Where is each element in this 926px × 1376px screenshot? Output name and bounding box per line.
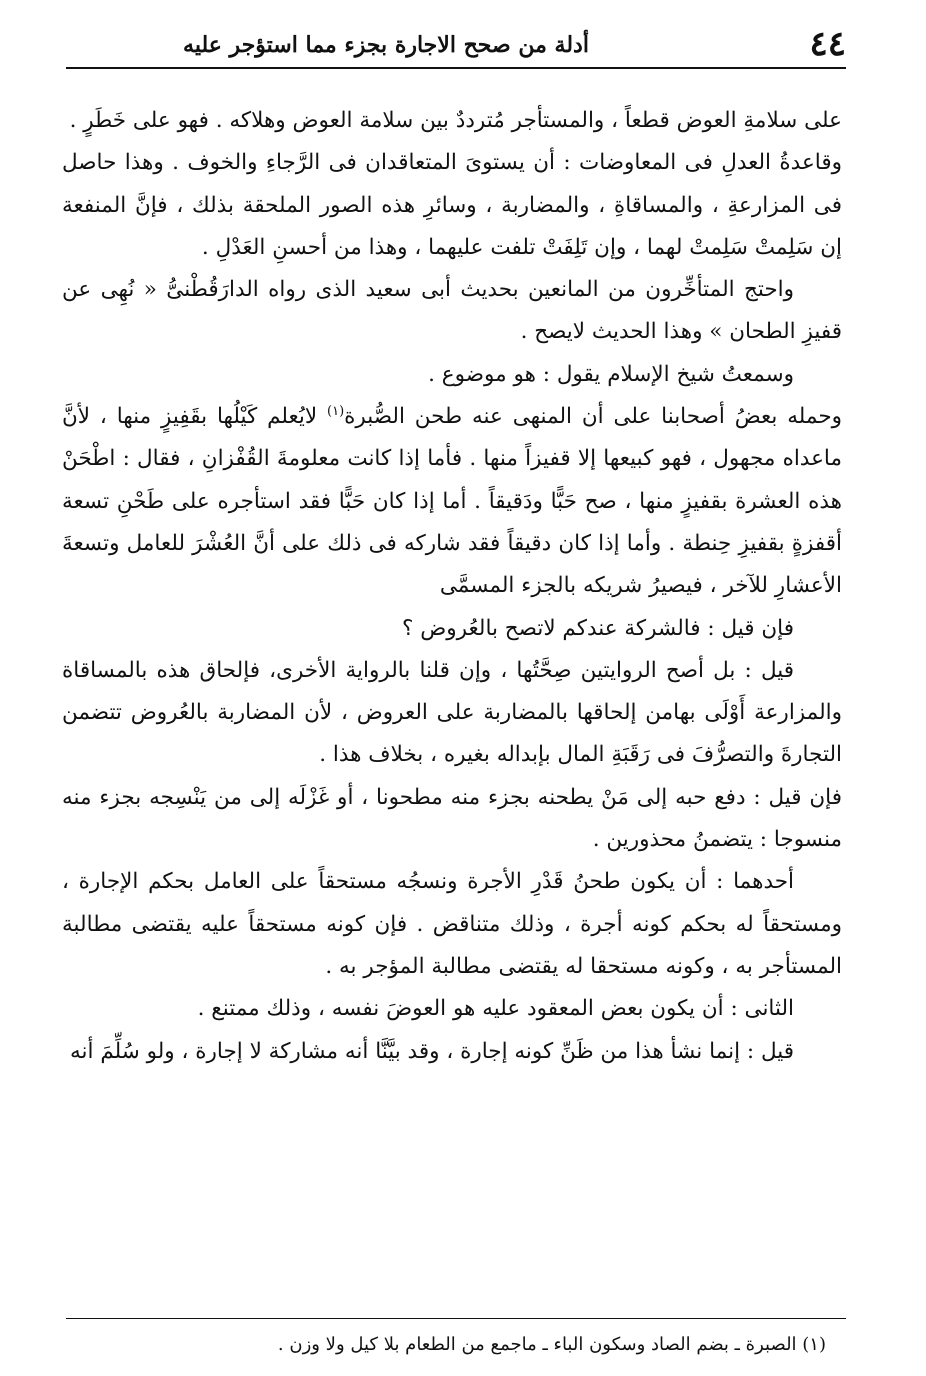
paragraph-5-rest: لايُعلم كَيْلُها بقَفِيزٍ منها ، لأنَّ ماعداه مجهول ، فهو كبيعها إلا قفيزاً منها . فأما إذا كانت معلومةَ القُفْزانِ ، فقال : اطْحَنْ هذه العشرة بقفيزٍ منها ، صح حَبًّا ودَقيقاً . أما إذا كان حَبًّا فقد استأجره على طَحْنِ تسعة أقفزةٍ بقفيزِ حِنطة . وأما إذا كان دقيقاً فقد شاركه فى ذلك على أنَّ العُشْرَ للعامل وتسعةَ الأعشارِ للآخر ، فيصيرُ شريكه بالجزء المسمَّى	[62, 404, 842, 599]
footnote: (١) الصبرة ـ بضم الصاد وسكون الباء ـ ماجمع من الطعام بلا كيل ولا وزن .	[277, 1334, 826, 1355]
paragraph-9: أحدهما : أن يكون طحنُ قَدْرِ الأجرة ونسجُه مستحقاً على العامل بحكم الإجارة ، ومستحقاً له بحكم كونه أجرة ، وذلك متناقض . فإن كونه مستحقاً عليه يقتضى مطالبة المستأجر به ، وكونه مستحقا له يقتضى مطالبة المؤجر به .	[62, 869, 842, 979]
paragraph-11: قيل : إنما نشأ هذا من ظَنِّ كونه إجارة ، وقد بيَّنَّا أنه مشاركة لا إجارة ، ولو سُلِّمَ أنه	[70, 1038, 794, 1064]
header-rule	[66, 67, 846, 69]
paragraph-10: الثانى : أن يكون بعض المعقود عليه هو العوضَ نفسه ، وذلك ممتنع .	[197, 996, 794, 1022]
paragraph-5	[62, 396, 842, 607]
page-header	[66, 22, 846, 66]
paragraph-1: على سلامةِ العوض قطعاً ، والمستأجر مُترددٌ بين سلامة العوض وهلاكه . فهو على خَطَرٍ .	[69, 108, 842, 133]
paragraph-5-start: وحمله بعضُ أصحابنا على أن المنهى عنه طحن الصُّبرة	[344, 404, 842, 430]
paragraph-8: فإن قيل : دفع حبه إلى مَنْ يطحنه بجزء منه مطحونا ، أو غَزْلَه إلى من يَنْسِجه بجزء منه منسوجا : يتضمنُ محذورين .	[62, 784, 842, 853]
paragraph-2: وقاعدةُ العدلِ فى المعاوضات : أن يستوىَ المتعاقدان فى الرَّجاءِ والخوف . وهذا حاصل فى المزارعةِ ، والمساقاةِ ، والمضاربة ، وسائرِ هذه الصور الملحقة بذلك ، فإنَّ المنفعة إن سَلِمتْ سَلِمتْ لهما ، وإن تَلِفَتْ تلفت عليهما ، وهذا من أحسنِ العَدْلِ .	[62, 150, 842, 260]
paragraph-6: فإن قيل : فالشركة عندكم لاتصح بالعُروض ؟	[402, 615, 794, 641]
footnote-rule	[66, 1318, 846, 1319]
paragraph-3: واحتج المتأخِّرون من المانعين بحديث أبى سعيد الذى رواه الدارَقُطْنىُّ « نُهِى عن قفيزِ الطحان » وهذا الحديث لايصح .	[62, 277, 842, 345]
paragraph-4: وسمعتُ شيخ الإسلام يقول : هو موضوع .	[428, 361, 794, 387]
page-number: ٤٤	[809, 24, 846, 64]
footnote-reference: (١)	[327, 403, 345, 419]
running-title: أدلة من صحح الاجارة بجزء مما استؤجر عليه	[183, 32, 589, 58]
paragraph-7: قيل : بل أصح الروايتين صِحَّتُها ، وإن قلنا بالرواية الأخرى، فإلحاق هذه بالمساقاة والمزارعة أَوْلَى بهامن إلحاقها بالمضاربة على العروض ، لأن المضاربة بالعُروض تتضمن التجارةَ والتصرُّفَ فى رَقَبَةِ المال بإبداله بغيره ، بخلاف هذا .	[62, 657, 842, 768]
main-text	[62, 100, 842, 1073]
